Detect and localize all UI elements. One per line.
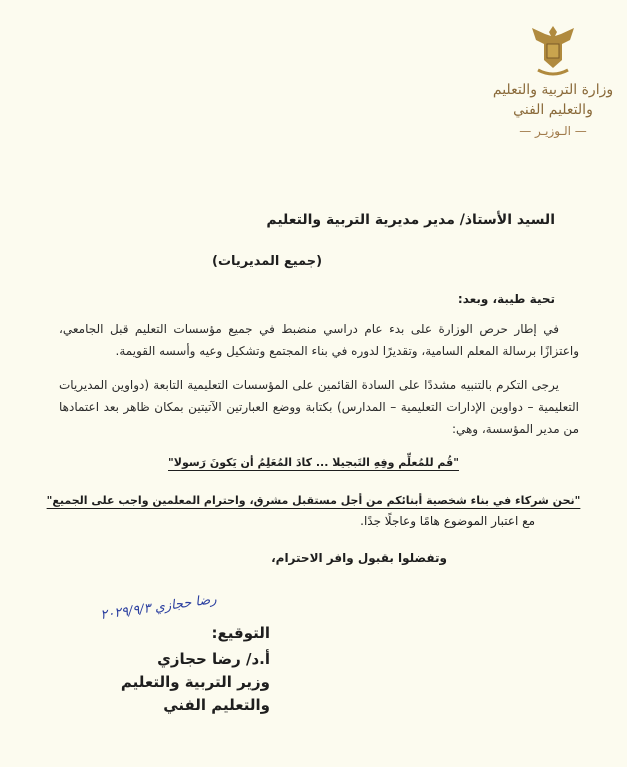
quote-partnership-block	[40, 489, 587, 508]
paragraph-1: في إطار حرص الوزارة على بدء عام دراسي منضبط في جميع مؤسسات التعليم قبل الجامعي، واعتزازًا برسالة المعلم السامية، وتقديرًا لدوره في بناء المجتمع وتشكيل وعيه وأسسه القويمة.	[59, 322, 579, 358]
greeting: تحية طيبة، وبعد:	[457, 292, 555, 306]
quote-poem-block	[40, 451, 587, 470]
ministry-logo	[488, 22, 618, 172]
signatory-role-line2: والتعليم الفني	[163, 696, 270, 714]
ministry-name: وزارة التربية والتعليم	[492, 82, 614, 98]
handwritten-signature: رضا حجازي ٢٠٢٩/٩/٣	[99, 591, 218, 624]
office-label: — الـوزيـر —	[519, 124, 587, 138]
quote-poem: "قُم للمُعلِّم وفِهِ التَبجيلا ... كادَ المُعَلِمُ أن يَكونَ رَسولا"	[168, 456, 459, 469]
signature-label: التوقيع:	[211, 624, 270, 642]
addressee-title: السيد الأستاذ/ مدير مديرية التربية والتعليم	[266, 212, 555, 228]
addressee-scope: (جميع المديريات)	[212, 254, 323, 269]
eagle-emblem-icon	[528, 22, 578, 80]
closing: وتفضلوا بقبول وافر الاحترام،	[271, 551, 447, 565]
paragraph-2: يرجى التكرم بالتنبيه مشددًا على السادة القائمين على المؤسسات التعليمية التابعة (دواوين المديريات التعليمية – دواوين الإدارات التعليمية – المدارس) بكتابة ووضع العبارتين الآتيتين بمكان ظاهر بعد اعتمادها من مدير المؤسسة، وهي:	[59, 378, 579, 436]
ministry-name-line2: والتعليم الفني	[513, 102, 593, 118]
signatory-name: أ.د/ رضا حجازي	[157, 650, 270, 668]
urgency-note: مع اعتبار الموضوع هامًا وعاجلًا جدًا.	[360, 514, 535, 528]
signatory-role: وزير التربية والتعليم	[120, 673, 270, 691]
quote-partnership: "نحن شركاء في بناء شخصية أبنائكم من أجل مستقبل مشرق، واحترام المعلمين واجب على الجميع"	[46, 494, 581, 507]
